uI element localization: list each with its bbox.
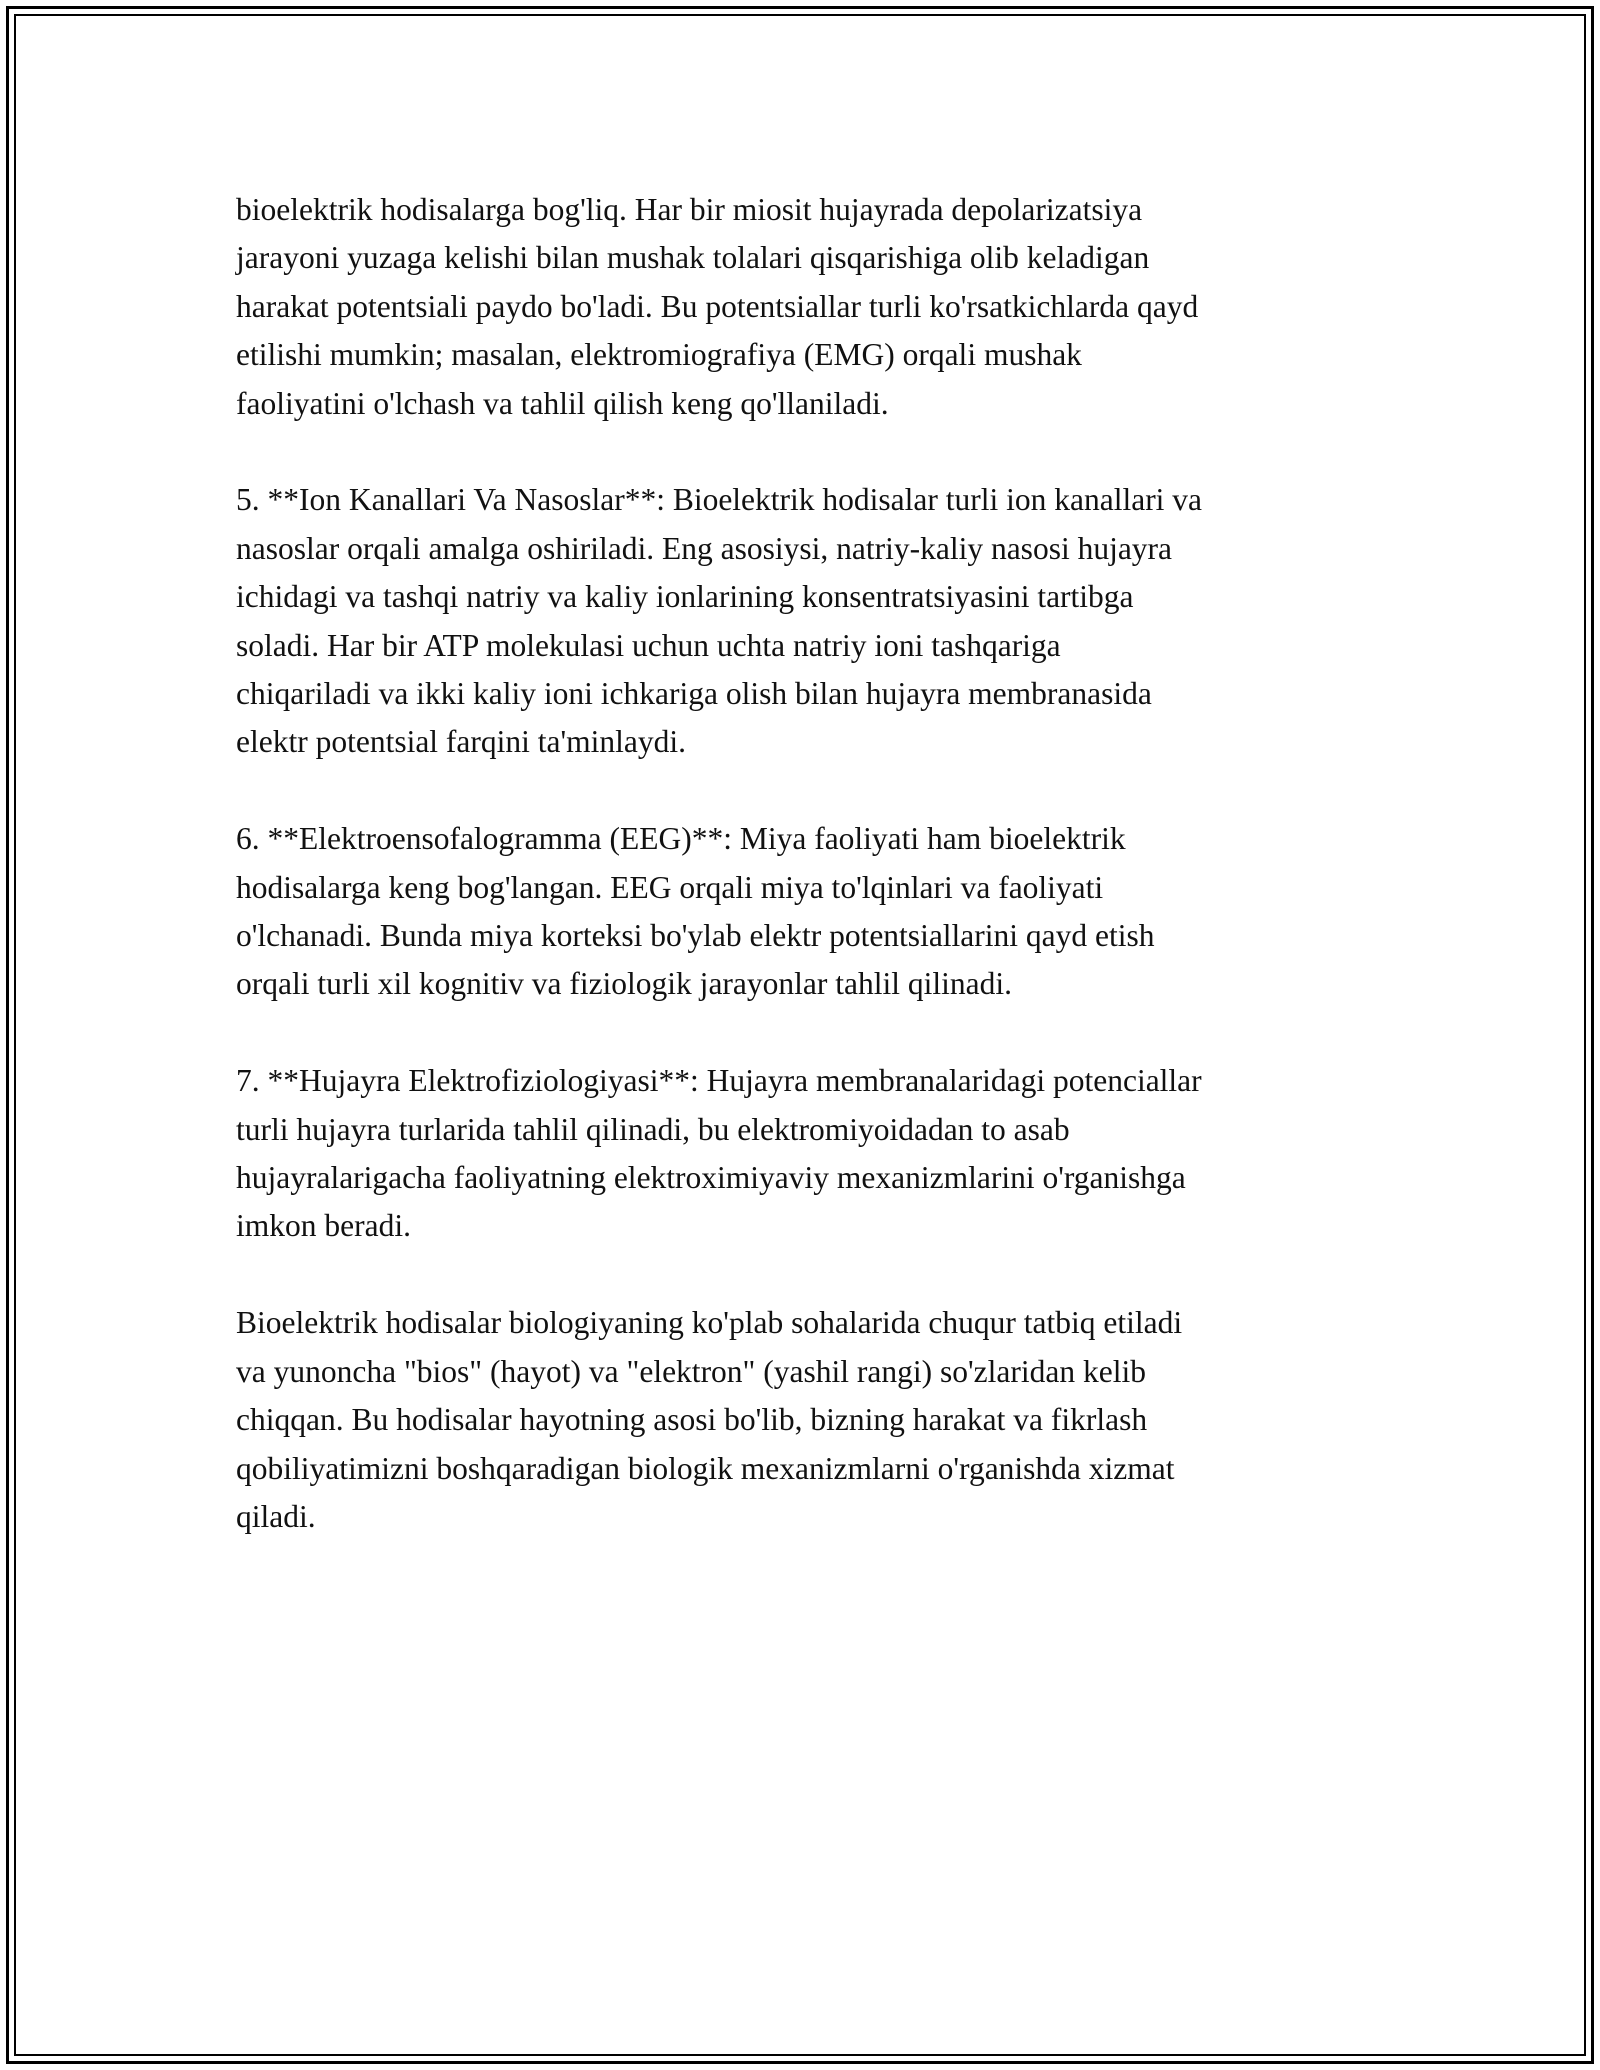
paragraph-eeg: 6. **Elektroensofalogramma (EEG)**: Miya faoliyati ham bioelektrik hodisalarga keng bog'langan. EEG orqali miya to'lqinlari va faoliyati o'lchanadi. Bunda miya korteksi bo'ylab elektr potentsiallarini qayd etish orqali turli xil kognitiv va fiziologik jarayonlar tahlil qilinadi. [236, 821, 1155, 1002]
paragraph-ion-channels: 5. **Ion Kanallari Va Nasoslar**: Bioelektrik hodisalar turli ion kanallari va nasoslar orqali amalga oshiriladi. Eng asosiysi, natriy-kaliy nasosi hujayra ichidagi va tashqi natriy va kaliy ionlarining konsentratsiyasini tartibga soladi. Har bir ATP molekulasi uchun uchta natriy ioni tashqariga chiqariladi va ikki kaliy ioni ichkariga olish bilan hujayra membranasida elektr potentsial farqini ta'minlaydi. [236, 482, 1203, 760]
paragraph-conclusion: Bioelektrik hodisalar biologiyaning ko'plab sohalarida chuqur tatbiq etiladi va yunoncha "bios" (hayot) va "elektron" (yashil rangi) so'zlaridan kelib chiqqan. Bu hodisalar hayotning asosi bo'lib, bizning harakat va fikrlash qobiliyatimizni boshqaradigan biologik mexanizmlarni o'rganishda xizmat qiladi. [236, 1305, 1183, 1534]
document-body [236, 186, 1386, 1590]
paragraph-emg: bioelektrik hodisalarga bog'liq. Har bir miosit hujayrada depolarizatsiya jarayoni yuzaga kelishi bilan mushak tolalari qisqarishiga olib keladigan harakat potentsiali paydo bo'ladi. Bu potentsiallar turli ko'rsatkichlarda qayd etilishi mumkin; masalan, elektromiografiya (EMG) orqali mushak faoliyatini o'lchash va tahlil qilish keng qo'llaniladi. [236, 192, 1199, 421]
paragraph-cell-electrophysiology: 7. **Hujayra Elektrofiziologiyasi**: Hujayra membranalaridagi potenciallar turli hujayra turlarida tahlil qilinadi, bu elektromiyoidadan to asab hujayralarigacha faoliyatning elektroximiyaviy mexanizmlarini o'rganishga imkon beradi. [236, 1063, 1202, 1244]
